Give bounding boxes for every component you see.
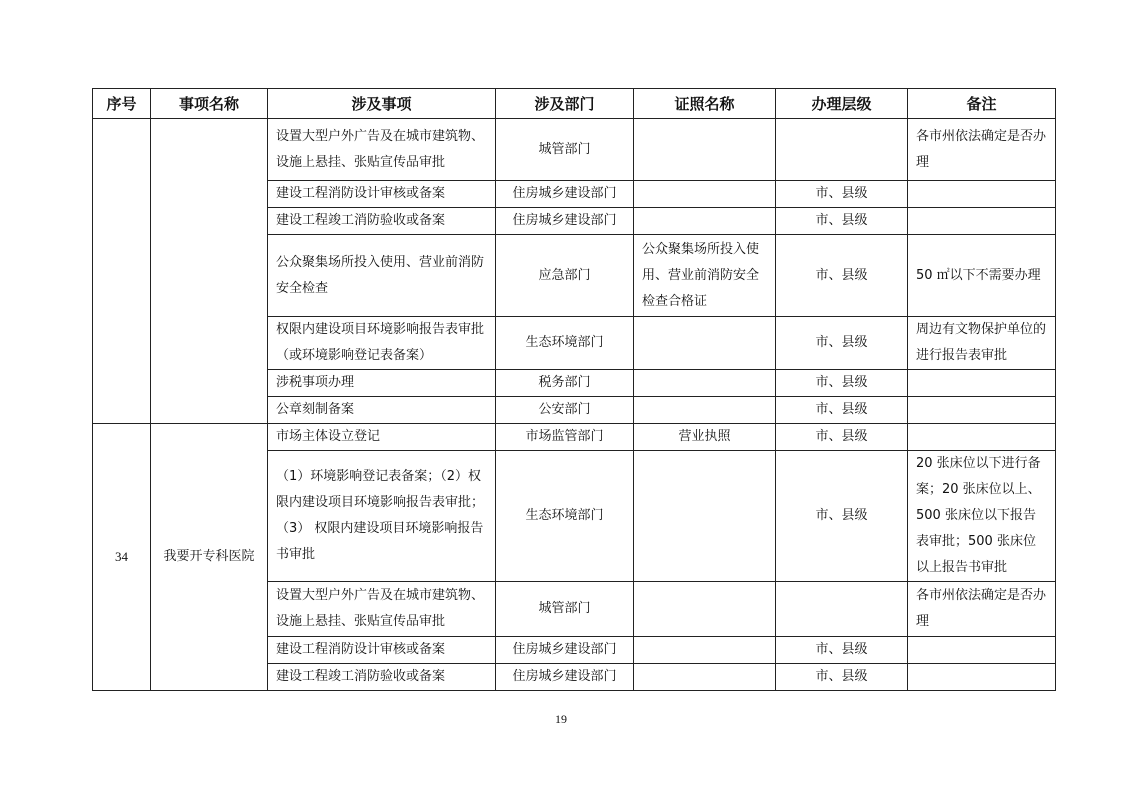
license: 营业执照 (634, 424, 776, 451)
level: 市、县级 (776, 424, 908, 451)
level: 市、县级 (776, 637, 908, 664)
license (634, 119, 776, 181)
table-row (93, 119, 1056, 181)
department: 城管部门 (496, 119, 634, 181)
license (634, 664, 776, 691)
level (776, 119, 908, 181)
note: 各市州依法确定是否办理 (908, 582, 1056, 637)
header-involved-items: 涉及事项 (268, 89, 496, 119)
note: 20 张床位以下进行备案；20 张床位以上、500 张床位以下报告表审批；500 张床位以上报告书审批 (908, 451, 1056, 582)
department: 生态环境部门 (496, 451, 634, 582)
involved-item: 市场主体设立登记 (268, 424, 496, 451)
license (634, 637, 776, 664)
table-header-row (93, 89, 1056, 119)
department: 生态环境部门 (496, 317, 634, 370)
department: 住房城乡建设部门 (496, 208, 634, 235)
involved-item: （1）环境影响登记表备案；（2）权限内建设项目环境影响报告表审批；（3） 权限内建设项目环境影响报告书审批 (268, 451, 496, 582)
header-note: 备注 (908, 89, 1056, 119)
table-row (93, 424, 1056, 451)
level (776, 582, 908, 637)
license (634, 181, 776, 208)
involved-item: 建设工程竣工消防验收或备案 (268, 664, 496, 691)
page-number: 19 (555, 712, 567, 726)
header-level: 办理层级 (776, 89, 908, 119)
note (908, 397, 1056, 424)
note (908, 370, 1056, 397)
note: 50 ㎡以下不需要办理 (908, 235, 1056, 317)
involved-item: 公章刻制备案 (268, 397, 496, 424)
involved-item: 建设工程竣工消防验收或备案 (268, 208, 496, 235)
involved-item: 建设工程消防设计审核或备案 (268, 637, 496, 664)
note (908, 208, 1056, 235)
header-license: 证照名称 (634, 89, 776, 119)
item-name: 我要开专科医院 (151, 424, 268, 691)
level: 市、县级 (776, 208, 908, 235)
department: 市场监管部门 (496, 424, 634, 451)
department: 税务部门 (496, 370, 634, 397)
level: 市、县级 (776, 451, 908, 582)
department: 住房城乡建设部门 (496, 637, 634, 664)
license (634, 317, 776, 370)
involved-item: 建设工程消防设计审核或备案 (268, 181, 496, 208)
level: 市、县级 (776, 397, 908, 424)
involved-item: 公众聚集场所投入使用、营业前消防安全检查 (268, 235, 496, 317)
level: 市、县级 (776, 181, 908, 208)
header-department: 涉及部门 (496, 89, 634, 119)
note (908, 181, 1056, 208)
department: 住房城乡建设部门 (496, 181, 634, 208)
note: 周边有文物保护单位的进行报告表审批 (908, 317, 1056, 370)
level: 市、县级 (776, 664, 908, 691)
license (634, 582, 776, 637)
department: 应急部门 (496, 235, 634, 317)
involved-item: 设置大型户外广告及在城市建筑物、设施上悬挂、张贴宣传品审批 (268, 582, 496, 637)
header-seq: 序号 (93, 89, 151, 119)
license: 公众聚集场所投入使用、营业前消防安全检查合格证 (634, 235, 776, 317)
department: 住房城乡建设部门 (496, 664, 634, 691)
level: 市、县级 (776, 370, 908, 397)
note (908, 637, 1056, 664)
header-item-name: 事项名称 (151, 89, 268, 119)
involved-item: 涉税事项办理 (268, 370, 496, 397)
department: 公安部门 (496, 397, 634, 424)
seq-cell-empty (93, 119, 151, 424)
involved-item: 权限内建设项目环境影响报告表审批（或环境影响登记表备案） (268, 317, 496, 370)
license (634, 397, 776, 424)
seq-number: 34 (93, 424, 151, 691)
level: 市、县级 (776, 317, 908, 370)
license (634, 370, 776, 397)
level: 市、县级 (776, 235, 908, 317)
involved-item: 设置大型户外广告及在城市建筑物、设施上悬挂、张贴宣传品审批 (268, 119, 496, 181)
note (908, 424, 1056, 451)
note: 各市州依法确定是否办理 (908, 119, 1056, 181)
service-items-table (92, 88, 1056, 691)
license (634, 208, 776, 235)
department: 城管部门 (496, 582, 634, 637)
license (634, 451, 776, 582)
note (908, 664, 1056, 691)
name-cell-empty (151, 119, 268, 424)
